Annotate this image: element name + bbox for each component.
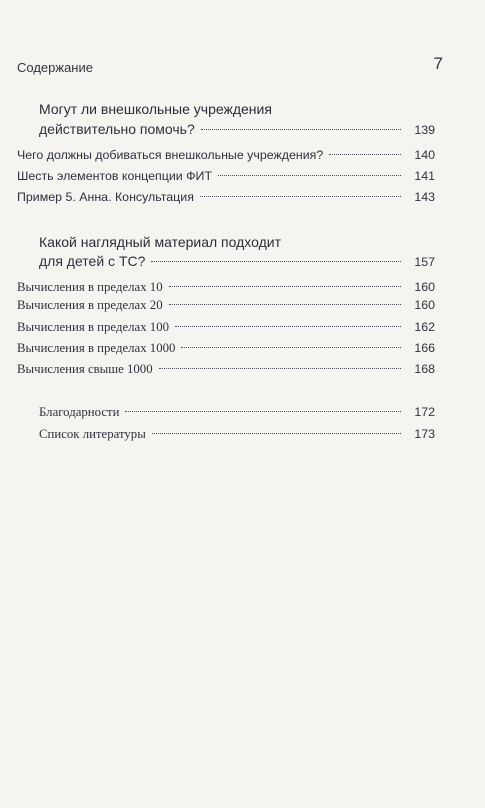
toc-entry[interactable] xyxy=(17,360,435,378)
toc-page-number: 160 xyxy=(414,298,435,312)
dot-leader xyxy=(200,196,401,197)
toc-entry-section1-heading[interactable] xyxy=(39,120,435,138)
dot-leader xyxy=(152,433,401,434)
toc-entry-title: Вычисления в пределах 100 xyxy=(17,320,169,334)
toc-entry[interactable] xyxy=(17,188,435,206)
toc-entry[interactable] xyxy=(17,167,435,185)
toc-page-number: 160 xyxy=(414,280,435,294)
dot-leader xyxy=(218,175,401,176)
dot-leader xyxy=(125,411,401,412)
page-number: 7 xyxy=(433,54,443,73)
toc-entry-title: Вычисления в пределах 1000 xyxy=(17,341,176,355)
dot-leader xyxy=(169,304,401,305)
toc-page-number: 166 xyxy=(414,341,435,355)
section-heading-line2: действительно помочь? xyxy=(39,121,195,137)
dot-leader xyxy=(201,129,401,130)
toc-page-number: 139 xyxy=(414,123,435,137)
toc-entry[interactable] xyxy=(17,146,435,164)
toc-entry[interactable] xyxy=(17,278,435,296)
toc-page-number: 143 xyxy=(414,190,435,204)
section-heading-line1: Какой наглядный материал подходит xyxy=(39,234,282,250)
toc-page-number: 141 xyxy=(414,169,435,183)
toc-entry[interactable] xyxy=(17,296,435,314)
section-heading-line1: Могут ли внешкольные учреждения xyxy=(39,101,272,117)
toc-page-number: 157 xyxy=(414,255,435,269)
dot-leader xyxy=(329,154,401,155)
toc-entry-title: Благодарности xyxy=(39,405,120,419)
toc-entry-section2-heading[interactable] xyxy=(39,252,435,270)
toc-entry[interactable] xyxy=(17,318,435,336)
dot-leader xyxy=(175,326,401,327)
dot-leader xyxy=(169,286,401,287)
dot-leader xyxy=(181,347,401,348)
toc-entry[interactable] xyxy=(39,403,435,421)
toc-entry-title: Вычисления в пределах 10 xyxy=(17,280,163,294)
toc-entry[interactable] xyxy=(17,339,435,357)
toc-entry[interactable] xyxy=(39,425,435,443)
toc-entry-title: Шесть элементов концепции ФИТ xyxy=(17,169,213,183)
toc-entry-title: Вычисления свыше 1000 xyxy=(17,362,153,376)
toc-entry-title: Список литературы xyxy=(39,427,146,441)
toc-entry-title: Пример 5. Анна. Консультация xyxy=(17,190,194,204)
toc-entry-title: Вычисления в пределах 20 xyxy=(17,298,163,312)
toc-page-number: 162 xyxy=(414,320,435,334)
toc-entry-title: Чего должны добиваться внешкольные учреждения? xyxy=(17,148,324,162)
dot-leader xyxy=(159,368,401,369)
toc-page-number: 168 xyxy=(414,362,435,376)
dot-leader xyxy=(151,261,401,262)
section-heading-line2: для детей с ТС? xyxy=(39,253,146,269)
toc-page-number: 173 xyxy=(414,427,435,441)
page-header xyxy=(17,56,443,76)
toc-page-number: 140 xyxy=(414,148,435,162)
toc-page-number: 172 xyxy=(414,405,435,419)
running-header-title: Содержание xyxy=(17,60,93,75)
